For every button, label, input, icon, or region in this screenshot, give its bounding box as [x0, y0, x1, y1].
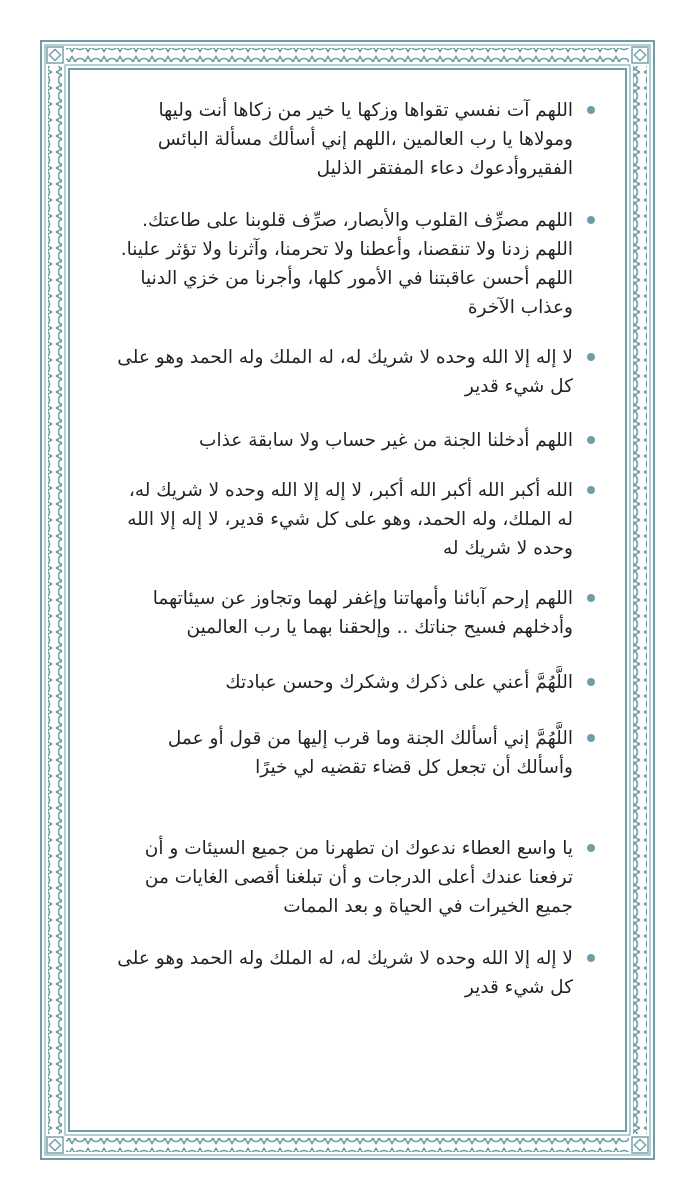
bullet-dot-icon	[587, 734, 595, 742]
dua-text: اللَّهُمَّ أعني على ذكرك وشكرك وحسن عبادتك	[225, 672, 573, 693]
dua-text: اللهم إرحم آبائنا وأمهاتنا وإغفر لهما وتجاوز عن سيئاتهما وأدخلهم فسيح جناتك .. وإلحقنا بهما يا رب العالمين	[152, 588, 573, 638]
list-item	[110, 724, 595, 782]
dua-text: لا إله إلا الله وحده لا شريك له، له الملك وله الحمد وهو على كل شيء قدير	[117, 948, 573, 998]
bullet-dot-icon	[587, 436, 595, 444]
bullet-dot-icon	[587, 954, 595, 962]
dua-text: اللَّهُمَّ إني أسألك الجنة وما قرب إليها من قول أو عمل وأسألك أن تجعل كل قضاء تقضيه لي خيرًا	[167, 728, 573, 778]
dua-text: اللهم مصرِّف القلوب والأبصار، صرِّف قلوبنا على طاعتك. اللهم زدنا ولا تنقصنا، وأعطنا ولا تحرمنا، وآثرنا ولا تؤثر علينا. اللهم أحسن عاقبتنا في الأمور كلها، وأجرنا من خزي الدنيا وعذاب الآخرة	[120, 210, 573, 318]
dua-text: لا إله إلا الله وحده لا شريك له، له الملك وله الحمد وهو على كل شيء قدير	[117, 347, 573, 397]
bullet-dot-icon	[587, 486, 595, 494]
list-item	[110, 96, 595, 183]
list-item	[110, 668, 595, 697]
dua-text: اللهم أدخلنا الجنة من غير حساب ولا سابقة عذاب	[199, 430, 573, 451]
list-item	[110, 343, 595, 401]
list-item	[110, 834, 595, 921]
bullet-dot-icon	[587, 678, 595, 686]
list-item	[110, 944, 595, 1002]
bullet-dot-icon	[587, 106, 595, 114]
bullet-dot-icon	[587, 844, 595, 852]
bullet-dot-icon	[587, 353, 595, 361]
bullet-dot-icon	[587, 216, 595, 224]
dua-text: الله أكبر الله أكبر الله أكبر، لا إله إلا الله وحده لا شريك له، له الملك، وله الحمد، وهو على كل شيء قدير، لا إله إلا الله وحده لا شريك له	[127, 480, 573, 559]
list-item	[110, 476, 595, 563]
dua-list-container	[40, 0, 655, 1120]
list-item	[110, 426, 595, 455]
list-item	[110, 206, 595, 322]
bullet-dot-icon	[587, 594, 595, 602]
dua-text: اللهم آت نفسي تقواها وزكها يا خير من زكاها أنت وليها ومولاها يا رب العالمين ،اللهم إني أسألك مسألة البائس الفقيروأدعوك دعاء المفتقر الذليل	[157, 100, 573, 179]
list-item	[110, 584, 595, 642]
dua-text: يا واسع العطاء ندعوك ان تطهرنا من جميع السيئات و أن ترفعنا عندك أعلى الدرجات و أن تبلغنا أقصى الغايات من جميع الخيرات في الحياة و بعد الممات	[144, 838, 573, 917]
